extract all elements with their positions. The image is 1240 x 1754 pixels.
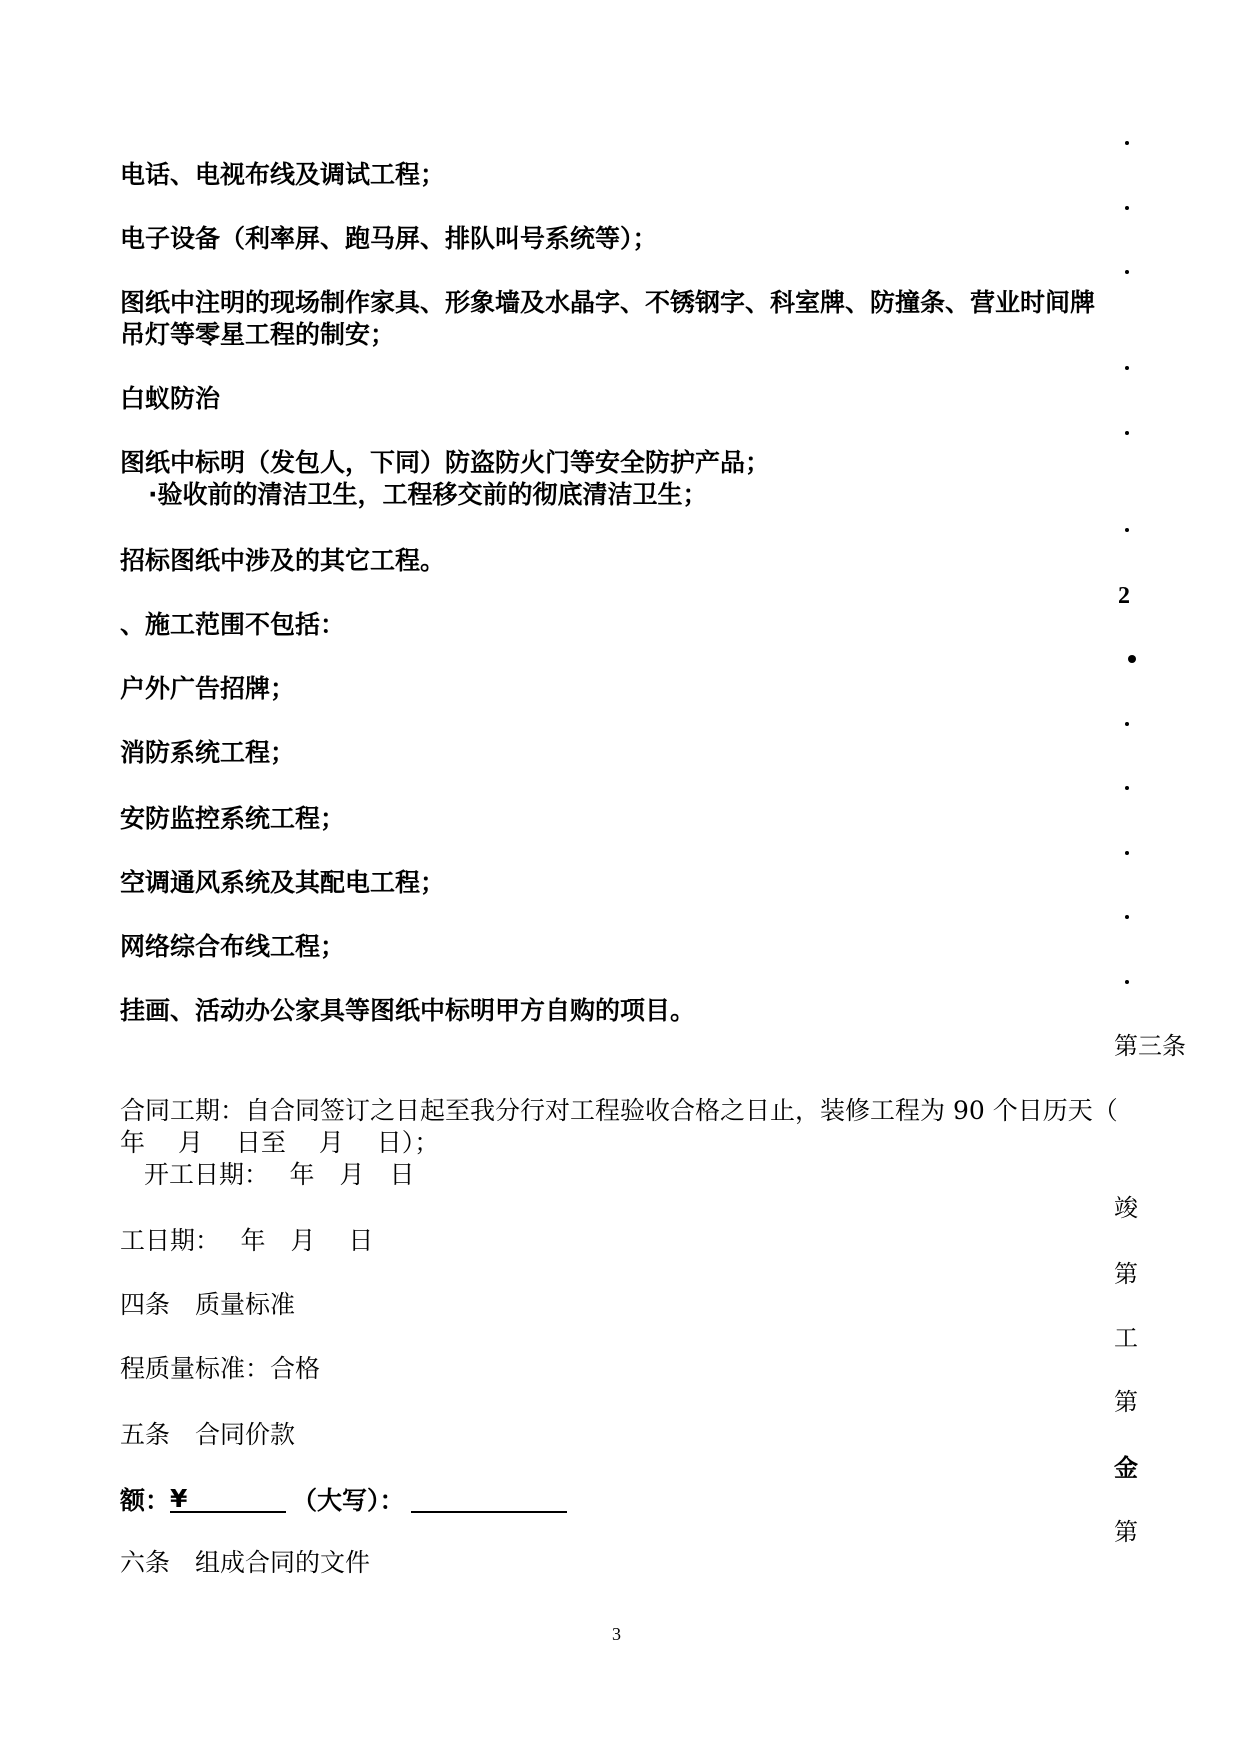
yuan-symbol: ¥ <box>170 1484 188 1513</box>
list-line-security-monitoring: 安防监控系统工程； <box>120 804 346 833</box>
margin-char: 第 <box>1114 1260 1138 1288</box>
margin-dot <box>1125 270 1129 274</box>
contract-amount-line <box>120 1486 567 1513</box>
margin-dot <box>1125 141 1129 145</box>
page-number: 3 <box>612 1624 621 1644</box>
margin-dot <box>1125 528 1129 532</box>
amount-words-blank <box>411 1487 567 1513</box>
margin-dot <box>1125 431 1129 435</box>
section-exclusions-heading: 、施工范围不包括： <box>120 610 346 639</box>
list-line-cleaning: ·验收前的清洁卫生，工程移交前的彻底清洁卫生； <box>148 480 708 509</box>
list-line-other-works: 招标图纸中涉及的其它工程。 <box>120 546 446 575</box>
margin-char: 工 <box>1114 1324 1138 1352</box>
margin-dot <box>1125 786 1129 790</box>
article-four-heading: 四条 质量标准 <box>120 1290 296 1319</box>
margin-article-three: 第三条 <box>1114 1032 1186 1060</box>
article-six-heading: 六条 组成合同的文件 <box>120 1548 371 1577</box>
article-five-heading: 五条 合同价款 <box>120 1420 296 1449</box>
margin-char-bold: 金 <box>1114 1454 1138 1482</box>
list-line-security-doors: 图纸中标明（发包人，下同）防盗防火门等安全防护产品； <box>120 448 771 477</box>
completion-date-line: 工日期： 年 月 日 <box>120 1226 374 1255</box>
list-line-fire-system: 消防系统工程； <box>120 738 296 767</box>
amount-words-label: （大写）： <box>292 1486 405 1515</box>
margin-char: 第 <box>1114 1518 1138 1546</box>
margin-dot <box>1125 851 1129 855</box>
amount-figure-blank <box>170 1486 286 1513</box>
margin-char: 第 <box>1114 1388 1138 1416</box>
margin-dot <box>1125 366 1129 370</box>
margin-dot <box>1125 722 1129 726</box>
margin-bullet <box>1128 655 1136 663</box>
contract-period-text: 合同工期：自合同签订之日起至我分行对工程验收合格之日止，装修工程为 90 个日历天（ <box>120 1096 1118 1125</box>
quality-standard-line: 程质量标准：合格 <box>120 1354 321 1383</box>
list-line-hvac: 空调通风系统及其配电工程； <box>120 868 446 897</box>
contract-period-dates: 年 月 日至 月 日）； <box>120 1128 440 1157</box>
list-line-outdoor-ads: 户外广告招牌； <box>120 674 296 703</box>
margin-dot <box>1125 980 1129 984</box>
margin-number: 2 <box>1118 583 1130 609</box>
amount-label: 额： <box>120 1486 171 1515</box>
start-date-line: 开工日期： 年 月 日 <box>144 1160 415 1189</box>
list-line-phone-tv: 电话、电视布线及调试工程； <box>120 160 446 189</box>
list-line-chandelier: 吊灯等零星工程的制安； <box>120 320 396 349</box>
list-line-furniture: 图纸中注明的现场制作家具、形象墙及水晶字、不锈钢字、科室牌、防撞条、营业时间牌 <box>120 288 1096 317</box>
list-line-self-purchased: 挂画、活动办公家具等图纸中标明甲方自购的项目。 <box>120 996 696 1025</box>
list-line-electronic-devices: 电子设备（利率屏、跑马屏、排队叫号系统等）； <box>120 224 658 253</box>
margin-char: 竣 <box>1114 1194 1138 1222</box>
list-line-termite: 白蚁防治 <box>120 384 221 413</box>
margin-dot <box>1125 206 1129 210</box>
list-line-network-cabling: 网络综合布线工程； <box>120 932 346 961</box>
margin-dot <box>1125 915 1129 919</box>
